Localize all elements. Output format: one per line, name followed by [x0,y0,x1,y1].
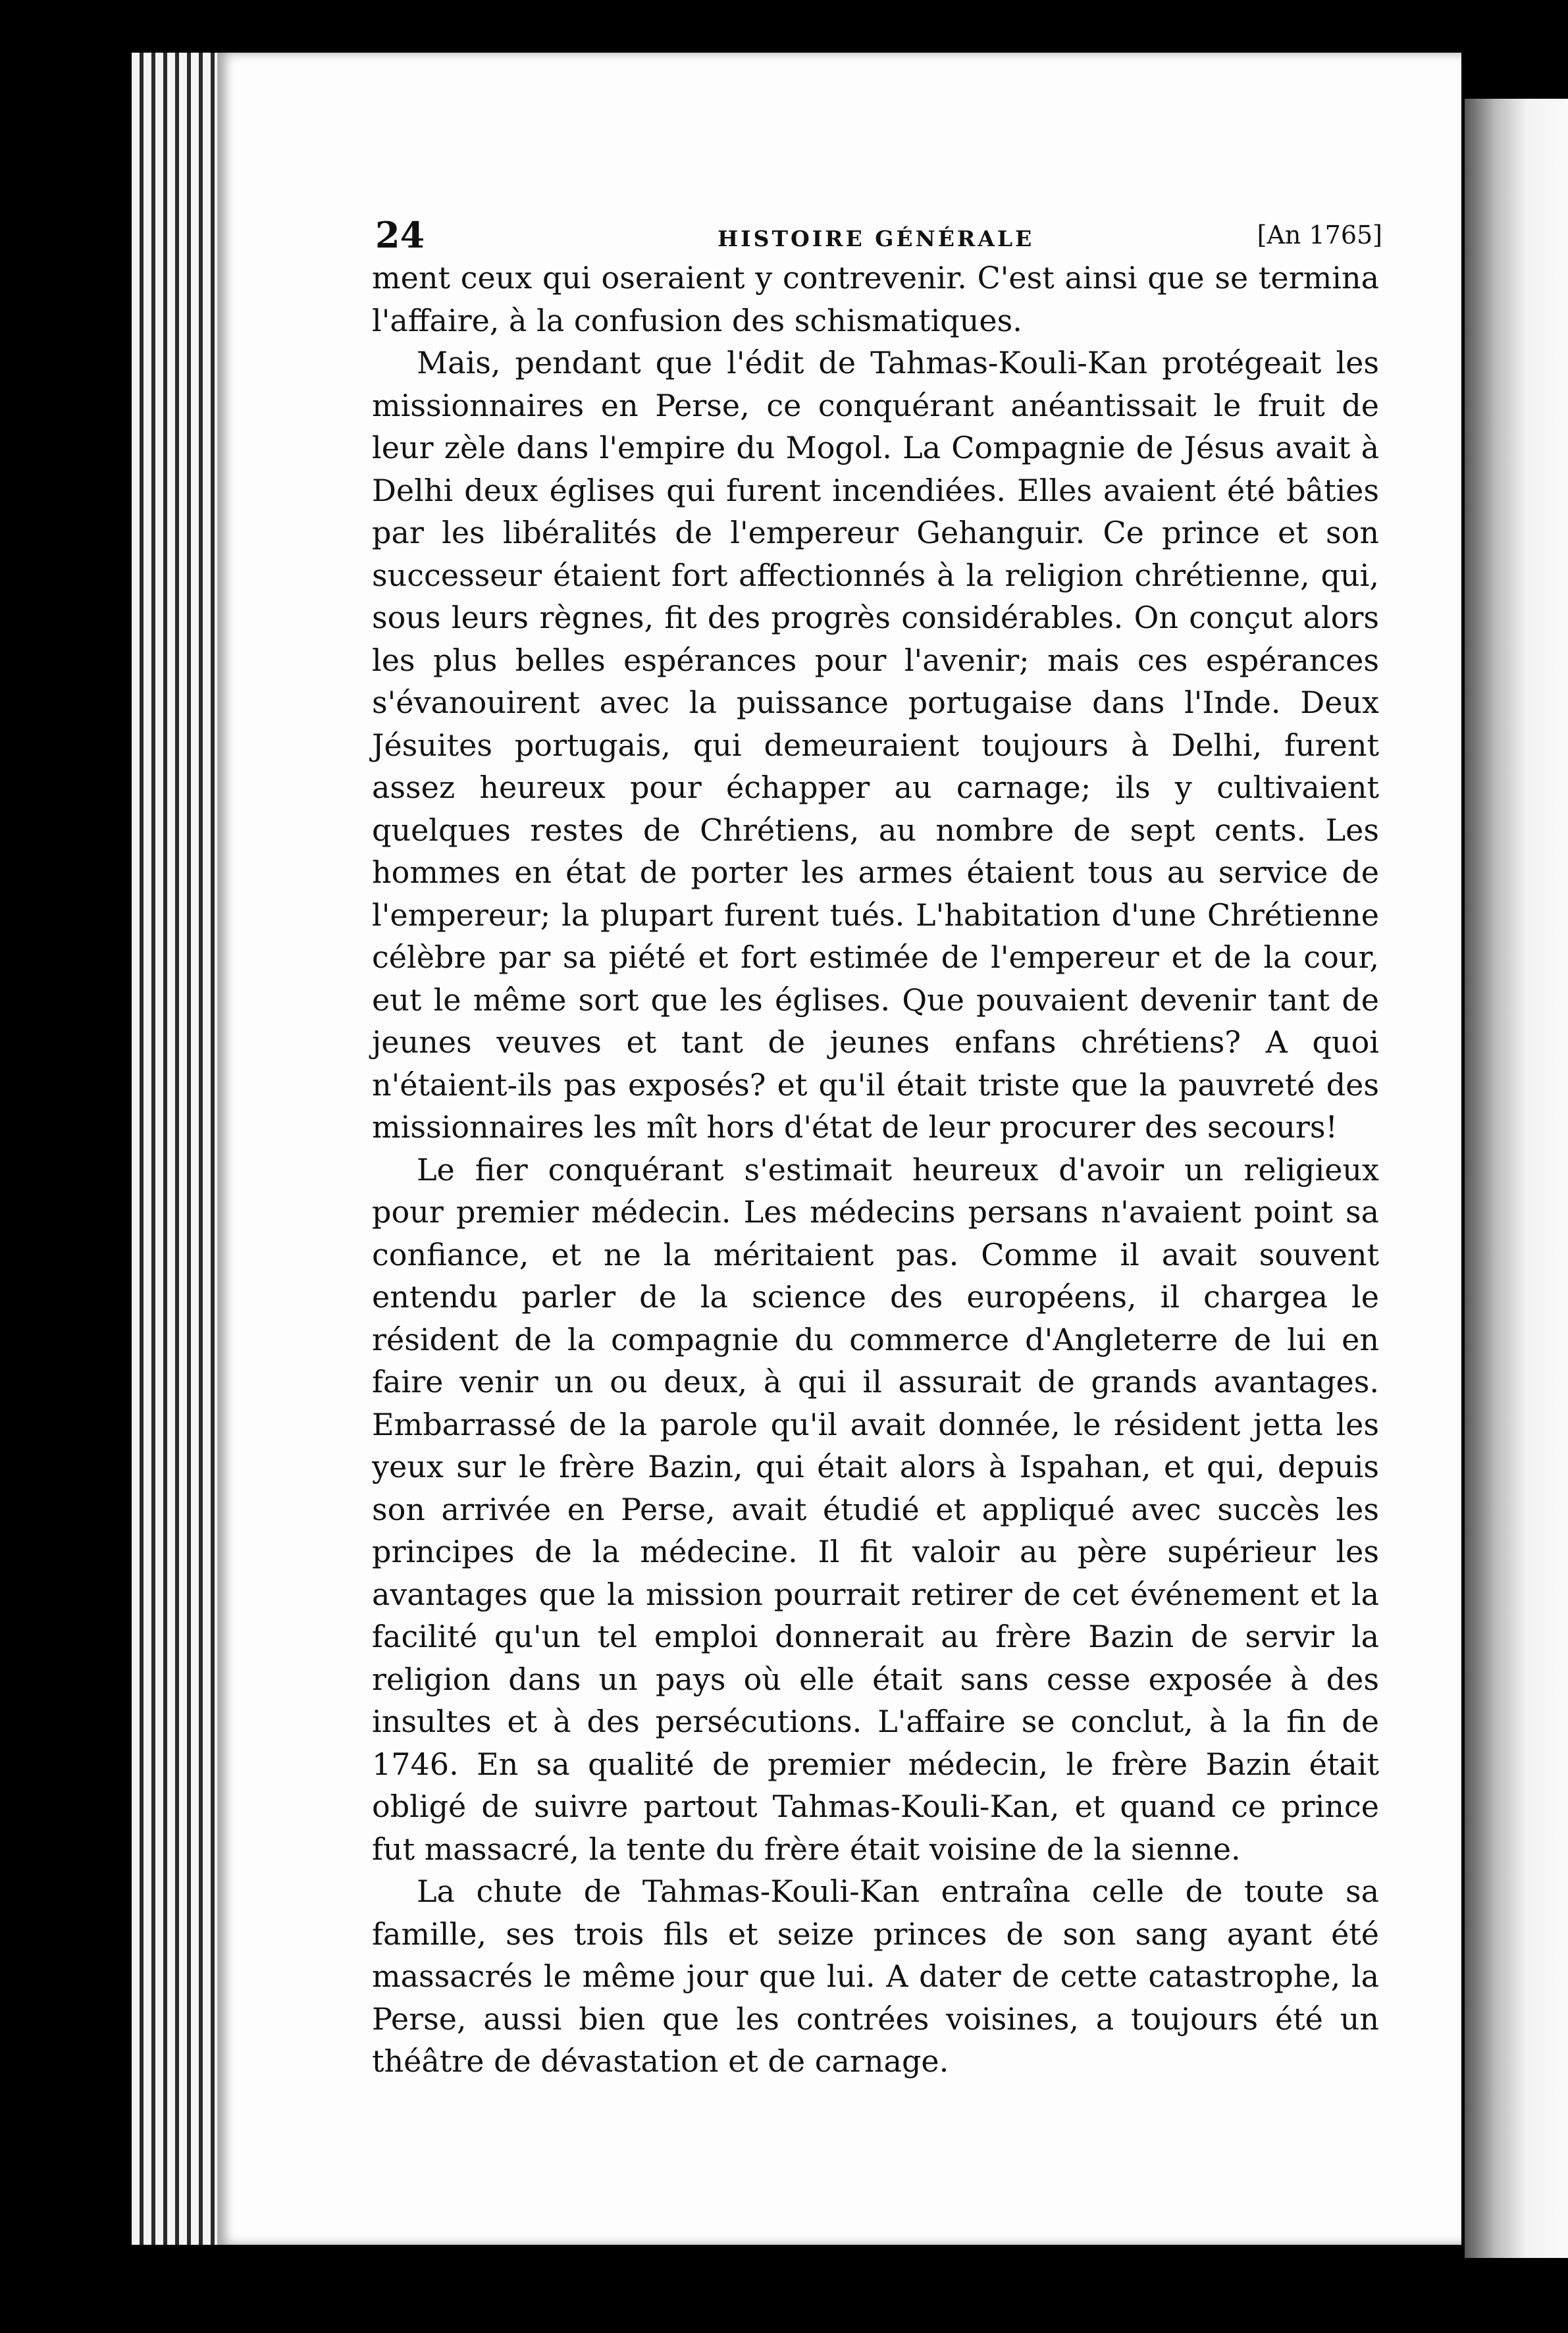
year-label: [An 1765] [1257,221,1382,249]
page-number: 24 [375,214,425,256]
paragraph: ment ceux qui oseraient y contrevenir. C'est ainsi que se termina l'affaire, à la confusion des schismatiques. [372,260,1379,338]
paragraph: Mais, pendant que l'édit de Tahmas-Kouli-Kan protégeait les missionnaires en Perse, ce conquérant anéantissait le fruit de leur zèle dans l'empire du Mogol. La Compagnie de Jésus avait à Delhi deux églises qui furent incendiées. Elles avaient été bâties par les libéralités de l'empereur Gehanguir. Ce prince et son successeur étaient fort affectionnés à la religion chrétienne, qui, sous leurs règnes, fit des progrès considérables. On conçut alors les plus belles espérances pour l'avenir; mais ces espérances s'évanouirent avec la puissance portugaise dans l'Inde. Deux Jésuites portugais, qui demeuraient toujours à Delhi, furent assez heureux pour échapper au carnage; ils y cultivaient quelques restes de Chrétiens, au nombre de sept cents. Les hommes en état de porter les armes étaient tous au service de l'empereur; la plupart furent tués. L'habitation d'une Chrétienne célèbre par sa piété et fort estimée de l'empereur et de la cour, eut le même sort que les églises. Que pouvaient devenir tant de jeunes veuves et tant de jeunes enfans chrétiens? A quoi n'étaient-ils pas exposés? et qu'il était triste que la pauvreté des missionnaires les mît hors d'état de leur procurer des secours! [372,345,1379,1145]
facing-page-edge [1465,99,1568,2258]
page-header [369,214,1382,260]
book-page-edges [132,53,230,2245]
body-text [372,257,1379,2083]
paragraph: La chute de Tahmas-Kouli-Kan entraîna celle de toute sa famille, ses trois fils et seize princes de son sang ayant été massacrés le même jour que lui. A dater de cette catastrophe, la Perse, aussi bien que les contrées voisines, a toujours été un théâtre de dévastation et de carnage. [372,1874,1379,2079]
running-title: HISTOIRE GÉNÉRALE [718,226,1035,251]
paragraph: Le fier conquérant s'estimait heureux d'avoir un religieux pour premier médecin. Les médecins persans n'avaient point sa confiance, et ne la méritaient pas. Comme il avait souvent entendu parler de la science des européens, il chargea le résident de la compagnie du commerce d'Angleterre de lui en faire venir un ou deux, à qui il assurait de grands avantages. Embarrassé de la parole qu'il avait donnée, le résident jetta les yeux sur le frère Bazin, qui était alors à Ispahan, et qui, depuis son arrivée en Perse, avait étudié et appliqué avec succès les principes de la médecine. Il fit valoir au père supérieur les avantages que la mission pourrait retirer de cet événement et la facilité qu'un tel emploi donnerait au frère Bazin de servir la religion dans un pays où elle était sans cesse exposée à des insultes et à des persécutions. L'affaire se conclut, à la fin de 1746. En sa qualité de premier médecin, le frère Bazin était obligé de suivre partout Tahmas-Kouli-Kan, et quand ce prince fut massacré, la tente du frère était voisine de la sienne. [372,1151,1379,1867]
